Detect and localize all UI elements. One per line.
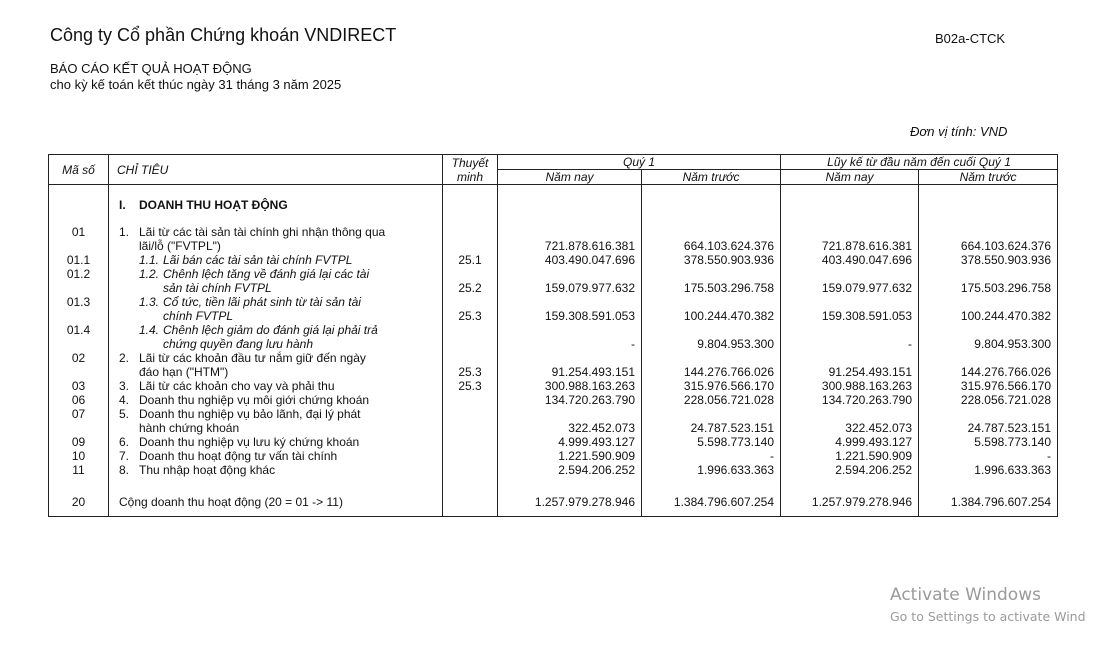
row-note bbox=[443, 225, 498, 253]
row-item bbox=[109, 351, 443, 379]
ytd-this-year-value: 159.308.591.053 bbox=[781, 295, 919, 323]
table-row bbox=[49, 253, 1058, 267]
row-note bbox=[443, 393, 498, 407]
row-label: Lãi bán các tài sản tài chính FVTPL bbox=[163, 252, 353, 267]
row-label: chứng quyền đang lưu hành bbox=[163, 336, 313, 351]
row-item bbox=[109, 267, 443, 295]
ytd-this-year-value: 134.720.263.790 bbox=[781, 393, 919, 407]
row-item bbox=[109, 323, 443, 351]
row-code: 11 bbox=[49, 463, 109, 477]
row-item-line bbox=[139, 295, 442, 309]
row-label: Doanh thu hoạt động tư vấn tài chính bbox=[139, 448, 338, 463]
ytd-last-year-value: 9.804.953.300 bbox=[919, 323, 1058, 351]
q1-last-year-value: 664.103.624.376 bbox=[642, 225, 781, 253]
currency-unit: Đơn vị tính: VND bbox=[910, 124, 1008, 139]
q1-this-year-value: 721.878.616.381 bbox=[498, 225, 642, 253]
row-note: 25.2 bbox=[443, 267, 498, 295]
q1-last-year-value: 315.976.566.170 bbox=[642, 379, 781, 393]
row-item-line bbox=[139, 323, 442, 337]
row-label: hành chứng khoán bbox=[139, 420, 240, 435]
row-note: 25.3 bbox=[443, 379, 498, 393]
q1-this-year-value: 134.720.263.790 bbox=[498, 393, 642, 407]
ytd-last-year-value: 100.244.470.382 bbox=[919, 295, 1058, 323]
ytd-this-year-value: - bbox=[781, 323, 919, 351]
row-item-line bbox=[119, 407, 442, 421]
q1-last-year-value: - bbox=[642, 449, 781, 463]
table-row bbox=[49, 379, 1058, 393]
q1-this-year-value: 403.490.047.696 bbox=[498, 253, 642, 267]
windows-activation-watermark bbox=[890, 585, 1086, 624]
table-row bbox=[49, 323, 1058, 351]
income-statement-table bbox=[48, 154, 1058, 517]
table-row bbox=[49, 393, 1058, 407]
row-item bbox=[109, 407, 443, 435]
row-label: Doanh thu nghiệp vụ bảo lãnh, đại lý phát bbox=[139, 406, 361, 421]
q1-last-year-value: 228.056.721.028 bbox=[642, 393, 781, 407]
row-item-line bbox=[139, 281, 442, 295]
ytd-last-year-value: 24.787.523.151 bbox=[919, 407, 1058, 435]
section-index: I. bbox=[119, 197, 126, 212]
row-item-line bbox=[119, 351, 442, 365]
table-row bbox=[49, 463, 1058, 477]
ytd-this-year-value: 2.594.206.252 bbox=[781, 463, 919, 477]
table-row bbox=[49, 407, 1058, 435]
row-index: 1.3. bbox=[139, 294, 160, 309]
row-item-line bbox=[119, 435, 442, 449]
row-item-line bbox=[119, 225, 442, 239]
row-code: 09 bbox=[49, 435, 109, 449]
total-ytd-this-year: 1.257.979.278.946 bbox=[781, 489, 919, 517]
row-note bbox=[443, 407, 498, 435]
watermark-line2: Go to Settings to activate Wind bbox=[890, 609, 1086, 624]
spacer-row bbox=[49, 477, 1058, 489]
ytd-last-year-value: 175.503.296.758 bbox=[919, 267, 1058, 295]
header-note bbox=[443, 155, 498, 185]
ytd-this-year-value: 4.999.493.127 bbox=[781, 435, 919, 449]
q1-last-year-value: 9.804.953.300 bbox=[642, 323, 781, 351]
ytd-this-year-value: 322.452.073 bbox=[781, 407, 919, 435]
row-index: 5. bbox=[119, 406, 130, 421]
header-code: Mã số bbox=[49, 155, 109, 185]
total-q1-this-year: 1.257.979.278.946 bbox=[498, 489, 642, 517]
q1-this-year-value: 300.988.163.263 bbox=[498, 379, 642, 393]
ytd-this-year-value: 300.988.163.263 bbox=[781, 379, 919, 393]
table-row bbox=[49, 351, 1058, 379]
total-ytd-last-year: 1.384.796.607.254 bbox=[919, 489, 1058, 517]
section-title: DOANH THU HOẠT ĐỘNG bbox=[139, 197, 288, 212]
row-label: Lãi từ các tài sản tài chính ghi nhận thông qua bbox=[139, 224, 386, 239]
company-name: Công ty Cổ phần Chứng khoán VNDIRECT bbox=[50, 25, 397, 45]
header-ytd-last-year: Năm trước bbox=[919, 170, 1058, 185]
row-note bbox=[443, 435, 498, 449]
row-index: 3. bbox=[119, 378, 130, 393]
table-row bbox=[49, 267, 1058, 295]
q1-last-year-value: 24.787.523.151 bbox=[642, 407, 781, 435]
ytd-this-year-value: 159.079.977.632 bbox=[781, 267, 919, 295]
row-code: 01 bbox=[49, 225, 109, 253]
total-q1-last-year: 1.384.796.607.254 bbox=[642, 489, 781, 517]
q1-this-year-value: 1.221.590.909 bbox=[498, 449, 642, 463]
ytd-this-year-value: 721.878.616.381 bbox=[781, 225, 919, 253]
row-code: 01.1 bbox=[49, 253, 109, 267]
row-item-line bbox=[119, 393, 442, 407]
table-row bbox=[49, 435, 1058, 449]
ytd-last-year-value: 378.550.903.936 bbox=[919, 253, 1058, 267]
row-label: Lãi từ các khoản cho vay và phải thu bbox=[139, 378, 335, 393]
q1-last-year-value: 100.244.470.382 bbox=[642, 295, 781, 323]
row-index: 6. bbox=[119, 434, 130, 449]
row-item bbox=[109, 379, 443, 393]
row-note bbox=[443, 449, 498, 463]
row-code: 01.3 bbox=[49, 295, 109, 323]
q1-last-year-value: 5.598.773.140 bbox=[642, 435, 781, 449]
row-index: 1.1. bbox=[139, 252, 160, 267]
q1-last-year-value: 1.996.633.363 bbox=[642, 463, 781, 477]
row-item-line bbox=[139, 253, 442, 267]
row-label: chính FVTPL bbox=[163, 308, 234, 323]
table-row bbox=[49, 295, 1058, 323]
row-label: Chênh lệch tăng về đánh giá lại các tài bbox=[163, 266, 370, 281]
row-item-line bbox=[139, 267, 442, 281]
section-row bbox=[49, 185, 1058, 225]
row-item-line bbox=[119, 239, 442, 253]
header-item: CHỈ TIÊU bbox=[109, 155, 443, 185]
row-code: 07 bbox=[49, 407, 109, 435]
row-index: 8. bbox=[119, 462, 130, 477]
table-row bbox=[49, 449, 1058, 463]
row-index: 2. bbox=[119, 350, 130, 365]
row-index: 1.4. bbox=[139, 322, 160, 337]
watermark-line1: Activate Windows bbox=[890, 585, 1041, 605]
row-index: 1.2. bbox=[139, 266, 160, 281]
row-item-line bbox=[139, 309, 442, 323]
row-label: đáo hạn ("HTM") bbox=[139, 364, 229, 379]
row-label: Doanh thu nghiệp vụ môi giới chứng khoán bbox=[139, 392, 370, 407]
ytd-last-year-value: 1.996.633.363 bbox=[919, 463, 1058, 477]
row-item-line bbox=[139, 337, 442, 351]
ytd-last-year-value: - bbox=[919, 449, 1058, 463]
total-label: Cộng doanh thu hoạt động (20 = 01 -> 11) bbox=[109, 489, 443, 517]
header-note-line1: Thuyết bbox=[451, 155, 489, 170]
row-item bbox=[109, 253, 443, 267]
total-note bbox=[443, 489, 498, 517]
header-note-line2: minh bbox=[456, 169, 483, 184]
row-item-line bbox=[119, 365, 442, 379]
q1-this-year-value: 159.308.591.053 bbox=[498, 295, 642, 323]
row-index: 1. bbox=[119, 224, 130, 239]
ytd-this-year-value: 1.221.590.909 bbox=[781, 449, 919, 463]
q1-last-year-value: 144.276.766.026 bbox=[642, 351, 781, 379]
row-item bbox=[109, 393, 443, 407]
report-subtitle: cho kỳ kế toán kết thúc ngày 31 tháng 3 năm 2025 bbox=[50, 77, 342, 92]
row-item-line bbox=[119, 421, 442, 435]
ytd-this-year-value: 403.490.047.696 bbox=[781, 253, 919, 267]
q1-this-year-value: 91.254.493.151 bbox=[498, 351, 642, 379]
row-item-line bbox=[119, 463, 442, 477]
row-item bbox=[109, 225, 443, 253]
row-code: 03 bbox=[49, 379, 109, 393]
q1-last-year-value: 175.503.296.758 bbox=[642, 267, 781, 295]
row-item bbox=[109, 435, 443, 449]
row-label: Lãi từ các khoản đầu tư nắm giữ đến ngày bbox=[139, 350, 366, 365]
q1-this-year-value: 159.079.977.632 bbox=[498, 267, 642, 295]
row-note: 25.3 bbox=[443, 351, 498, 379]
ytd-last-year-value: 664.103.624.376 bbox=[919, 225, 1058, 253]
row-label: lãi/lỗ ("FVTPL") bbox=[139, 238, 221, 253]
header-q1-last-year: Năm trước bbox=[642, 170, 781, 185]
q1-this-year-value: 322.452.073 bbox=[498, 407, 642, 435]
table-row bbox=[49, 225, 1058, 253]
row-label: Doanh thu nghiệp vụ lưu ký chứng khoán bbox=[139, 434, 360, 449]
row-label: Chênh lệch giảm do đánh giá lại phải trả bbox=[163, 322, 378, 337]
total-code: 20 bbox=[49, 489, 109, 517]
row-index: 7. bbox=[119, 448, 130, 463]
row-item bbox=[109, 295, 443, 323]
row-label: Cổ tức, tiền lãi phát sinh từ tài sản tài bbox=[163, 294, 361, 309]
row-label: sản tài chính FVTPL bbox=[163, 280, 272, 295]
form-code: B02a-CTCK bbox=[935, 31, 1006, 46]
header-quarter1: Quý 1 bbox=[498, 155, 781, 170]
ytd-last-year-value: 315.976.566.170 bbox=[919, 379, 1058, 393]
header-q1-this-year: Năm nay bbox=[498, 170, 642, 185]
q1-this-year-value: - bbox=[498, 323, 642, 351]
total-row bbox=[49, 489, 1058, 517]
ytd-this-year-value: 91.254.493.151 bbox=[781, 351, 919, 379]
q1-this-year-value: 4.999.493.127 bbox=[498, 435, 642, 449]
row-code: 06 bbox=[49, 393, 109, 407]
ytd-last-year-value: 5.598.773.140 bbox=[919, 435, 1058, 449]
row-code: 10 bbox=[49, 449, 109, 463]
row-item bbox=[109, 463, 443, 477]
row-note: 25.1 bbox=[443, 253, 498, 267]
row-item-line bbox=[119, 449, 442, 463]
ytd-last-year-value: 228.056.721.028 bbox=[919, 393, 1058, 407]
row-note bbox=[443, 323, 498, 351]
header-ytd: Lũy kế từ đầu năm đến cuối Quý 1 bbox=[781, 155, 1058, 170]
q1-this-year-value: 2.594.206.252 bbox=[498, 463, 642, 477]
row-index: 4. bbox=[119, 392, 130, 407]
q1-last-year-value: 378.550.903.936 bbox=[642, 253, 781, 267]
row-item-line bbox=[119, 379, 442, 393]
row-item bbox=[109, 449, 443, 463]
ytd-last-year-value: 144.276.766.026 bbox=[919, 351, 1058, 379]
row-note bbox=[443, 463, 498, 477]
row-code: 01.4 bbox=[49, 323, 109, 351]
row-label: Thu nhập hoạt động khác bbox=[139, 462, 276, 477]
header-ytd-this-year: Năm nay bbox=[781, 170, 919, 185]
row-code: 01.2 bbox=[49, 267, 109, 295]
row-code: 02 bbox=[49, 351, 109, 379]
report-title: BÁO CÁO KẾT QUẢ HOẠT ĐỘNG bbox=[50, 61, 252, 76]
row-note: 25.3 bbox=[443, 295, 498, 323]
